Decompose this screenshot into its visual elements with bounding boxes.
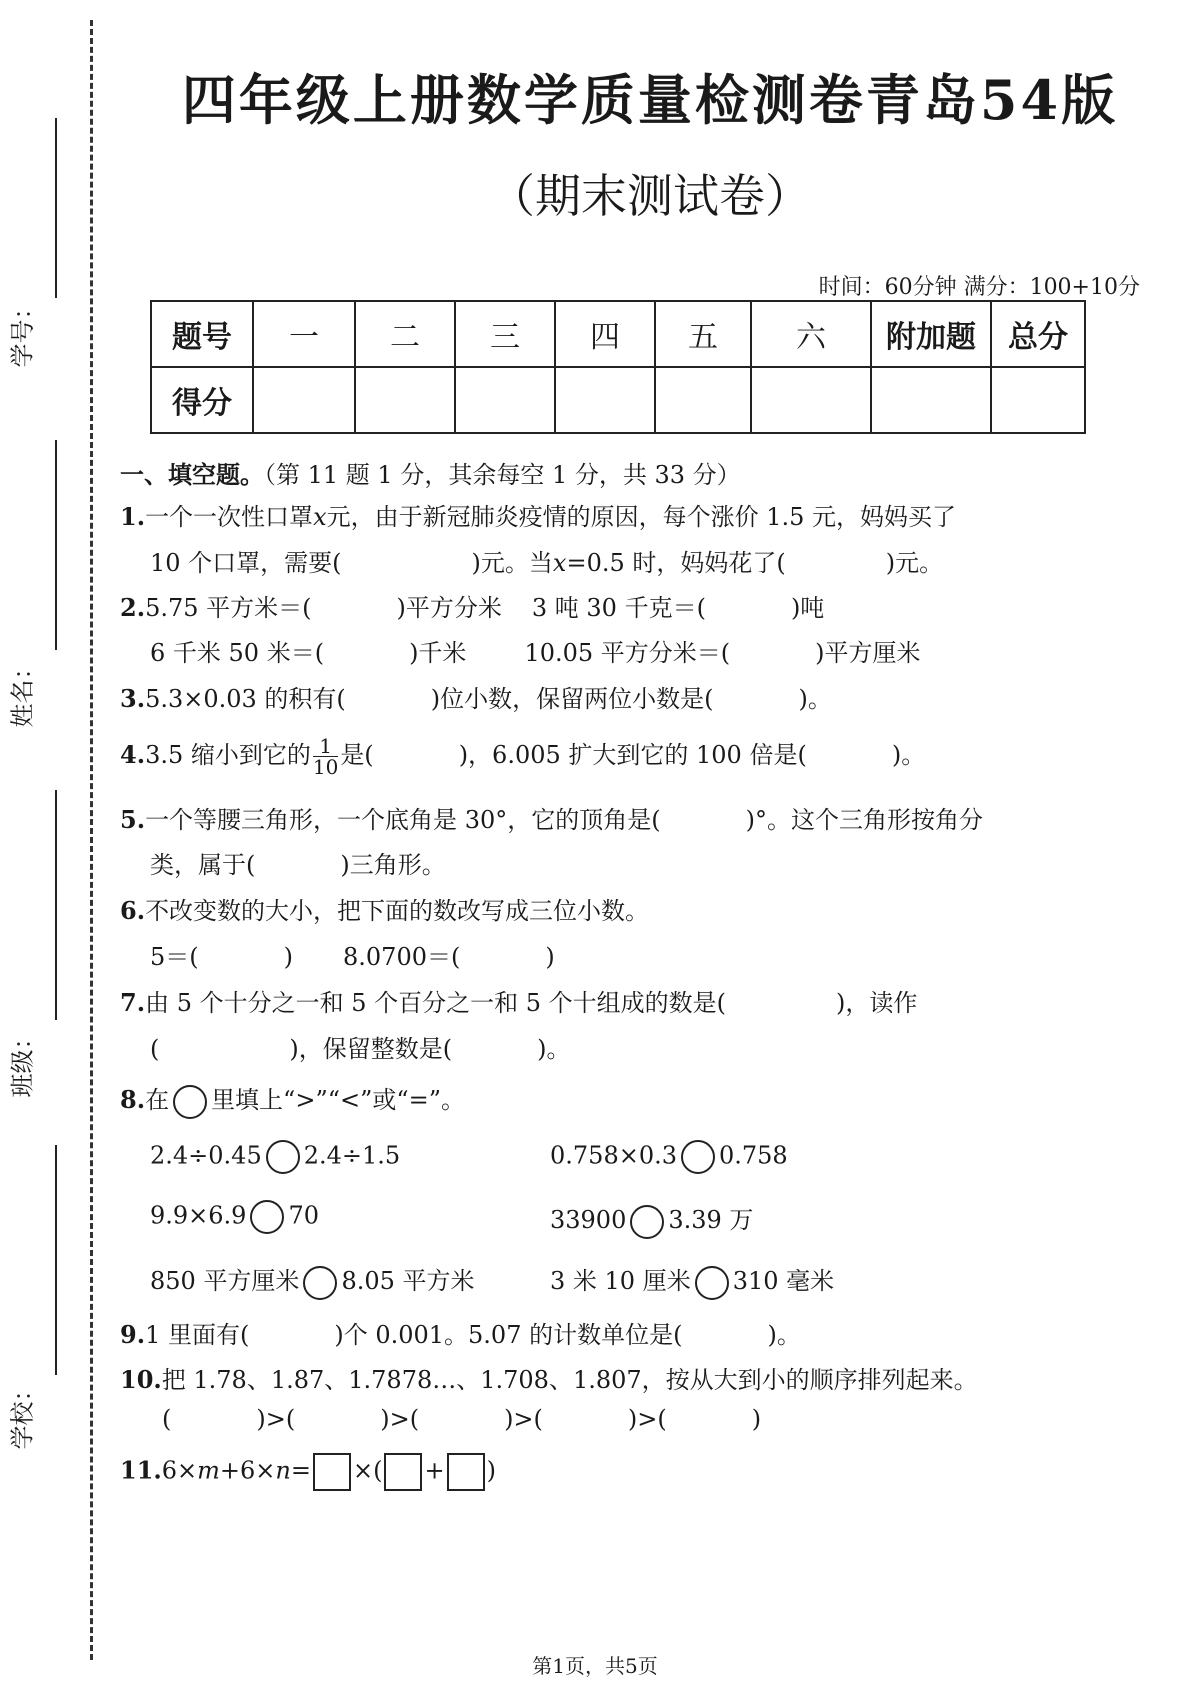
score-input-cell[interactable]: [751, 367, 871, 433]
score-header-cell: 五: [655, 301, 751, 367]
variable-n: n: [275, 1456, 291, 1485]
question-text: 类，属于(: [150, 851, 256, 879]
question-1-line-2: [150, 543, 943, 578]
question-text: )°。这个三角形按角分: [745, 806, 983, 834]
compare-circle-input[interactable]: [630, 1205, 664, 1239]
question-1-line-1: [120, 497, 956, 532]
answer-box[interactable]: [447, 1453, 485, 1491]
compare-right: 0.758: [718, 1141, 788, 1170]
question-9: [120, 1315, 801, 1350]
question-3: [120, 679, 832, 714]
compare-item: [550, 1140, 788, 1174]
question-text: 3 吨 30 千克＝(: [531, 594, 706, 622]
question-text: )，读作: [836, 989, 918, 1017]
compare-right: 310 毫米: [732, 1267, 835, 1295]
question-7-line-1: [120, 983, 917, 1018]
compare-circle-input[interactable]: [266, 1140, 300, 1174]
section-title: 一、填空题。: [120, 461, 264, 489]
compare-left: 850 平方厘米: [150, 1267, 300, 1295]
variable-x: x: [552, 549, 567, 577]
question-text: )千米: [409, 639, 467, 667]
question-text: 10.05 平方分米＝(: [524, 639, 731, 667]
question-text: )平方厘米: [815, 639, 921, 667]
answer-box[interactable]: [313, 1453, 351, 1491]
question-text: )平方分米: [396, 594, 502, 622]
compare-right: 3.39 万: [668, 1206, 754, 1234]
question-number: 6.: [120, 896, 146, 925]
exam-meta: 时间：60分钟 满分：100+10分: [818, 275, 1140, 300]
question-text: (: [150, 1035, 160, 1063]
fraction: [313, 736, 338, 777]
fraction-numerator: 1: [313, 736, 338, 757]
question-7-line-2: [150, 1029, 570, 1064]
question-text: 10 个口罩，需要(: [150, 549, 342, 577]
question-number: 1.: [120, 502, 146, 531]
question-text: ): [751, 1405, 762, 1433]
score-input-cell[interactable]: [555, 367, 655, 433]
compare-item: [550, 1261, 834, 1300]
question-number: 7.: [120, 988, 146, 1017]
question-text: )元。当: [471, 549, 553, 577]
question-text: )三角形。: [340, 851, 446, 879]
school-label: 学校：: [8, 1377, 37, 1450]
score-input-cell[interactable]: [455, 367, 555, 433]
question-text: 5.3×0.03 的积有(: [145, 685, 346, 713]
question-text: )>(: [380, 1405, 420, 1433]
score-header-cell: 二: [355, 301, 455, 367]
school-line: [55, 1145, 57, 1375]
question-text: 里填上“>”“<”或“=”。: [211, 1086, 466, 1114]
question-text: )。: [537, 1035, 571, 1063]
score-table-header-row: [151, 301, 1085, 367]
score-header-cell: 附加题: [871, 301, 991, 367]
page-footer: 第1页，共5页: [532, 1654, 658, 1678]
student-id-label: 学号：: [8, 295, 37, 368]
question-text: 在: [145, 1086, 170, 1114]
question-text: 一个等腰三角形，一个底角是 30°，它的顶角是(: [145, 806, 661, 834]
score-input-cell[interactable]: [655, 367, 751, 433]
compare-left: 0.758×0.3: [550, 1141, 677, 1170]
question-text: 不改变数的大小，把下面的数改写成三位小数。: [145, 897, 650, 925]
student-id-line: [55, 118, 57, 298]
compare-item: [550, 1200, 753, 1239]
question-text: 5.75 平方米＝(: [145, 594, 312, 622]
compare-right: 2.4÷1.5: [303, 1141, 401, 1170]
question-number: 9.: [120, 1320, 146, 1349]
fraction-denominator: 10: [312, 755, 339, 779]
score-input-cell[interactable]: [991, 367, 1085, 433]
binding-dashed-line: [90, 20, 93, 1660]
compare-circle-input[interactable]: [681, 1140, 715, 1174]
question-number: 5.: [120, 805, 146, 834]
question-text: )>(: [504, 1405, 543, 1433]
section-note: （第 11 题 1 分，其余每空 1 分，共 33 分）: [264, 461, 741, 489]
name-label: 姓名：: [8, 655, 37, 728]
question-number: 8.: [120, 1085, 146, 1114]
score-header-cell: 三: [455, 301, 555, 367]
compare-circle-input[interactable]: [695, 1266, 729, 1300]
question-text: =: [290, 1456, 311, 1485]
question-text: )位小数，保留两位小数是(: [430, 685, 714, 713]
compare-left: 2.4÷0.45: [150, 1141, 262, 1170]
question-text: 一个一次性口罩: [145, 503, 314, 531]
question-text: )。: [891, 741, 926, 769]
compare-circle-input[interactable]: [250, 1200, 284, 1234]
score-table: [150, 300, 1086, 434]
score-table-score-row: [151, 367, 1085, 433]
question-text: 5＝(: [150, 943, 199, 971]
class-label: 班级：: [8, 1025, 37, 1098]
question-text: 6 千米 50 米＝(: [150, 639, 325, 667]
question-10-line-2: [162, 1405, 761, 1433]
question-10-line-1: [120, 1360, 978, 1395]
question-text: )吨: [790, 594, 825, 622]
question-6-line-1: [120, 891, 649, 926]
question-number: 10.: [120, 1365, 162, 1394]
question-text: 8.0700＝(: [343, 943, 461, 971]
score-row-label: 得分: [151, 367, 253, 433]
question-number: 11.: [120, 1455, 162, 1485]
page-subtitle: （期末测试卷）: [489, 169, 811, 223]
class-line: [55, 790, 57, 1020]
question-number: 2.: [120, 593, 146, 622]
section-heading: [120, 455, 741, 490]
compare-left: 9.9×6.9: [150, 1201, 247, 1230]
question-text: )元。: [885, 549, 944, 577]
question-text: ×(: [353, 1456, 383, 1485]
question-text: 元，由于新冠肺炎疫情的原因，每个涨价 1.5 元，妈妈买了: [326, 503, 957, 531]
answer-box[interactable]: [384, 1453, 422, 1491]
score-header-cell: 四: [555, 301, 655, 367]
question-4: [120, 735, 925, 777]
question-5-line-1: [120, 800, 983, 835]
question-text: )，保留整数是(: [289, 1035, 453, 1063]
question-text: )。: [767, 1321, 801, 1349]
question-5-line-2: [150, 845, 446, 880]
question-text: 是(: [340, 741, 374, 769]
question-text: +: [424, 1456, 445, 1485]
question-text: ): [545, 943, 555, 971]
compare-right: 8.05 平方米: [341, 1267, 475, 1295]
score-input-cell[interactable]: [253, 367, 355, 433]
question-11: [120, 1453, 496, 1491]
variable-m: m: [197, 1456, 220, 1485]
score-header-cell: 一: [253, 301, 355, 367]
question-number: 3.: [120, 684, 146, 713]
compare-item: [150, 1140, 400, 1174]
score-header-cell: 题号: [151, 301, 253, 367]
compare-circle-icon: [173, 1085, 207, 1119]
question-text: 3.5 缩小到它的: [145, 741, 311, 769]
question-text: ): [283, 943, 294, 971]
question-text: (: [162, 1405, 172, 1433]
compare-circle-input[interactable]: [303, 1266, 337, 1300]
question-text: )，6.005 扩大到它的 100 倍是(: [458, 741, 807, 769]
question-6-line-2: [150, 937, 555, 972]
question-text: ): [486, 1456, 496, 1485]
score-input-cell[interactable]: [355, 367, 455, 433]
question-8-header: [120, 1080, 465, 1119]
question-text: 把 1.78、1.87、1.7878…、1.708、1.807，按从大到小的顺序排列起来。: [161, 1366, 978, 1394]
compare-left: 33900: [550, 1206, 627, 1234]
question-text: )个 0.001。5.07 的计数单位是(: [334, 1321, 683, 1349]
name-line: [55, 440, 57, 650]
compare-left: 3 米 10 厘米: [550, 1267, 691, 1295]
score-input-cell[interactable]: [871, 367, 991, 433]
question-text: 1 里面有(: [145, 1321, 250, 1349]
question-2-line-2: [150, 633, 921, 668]
question-text: )>(: [627, 1405, 667, 1433]
question-text: )。: [798, 685, 832, 713]
question-2-line-1: [120, 588, 824, 623]
question-text: )>(: [256, 1405, 296, 1433]
compare-item: [150, 1200, 319, 1234]
question-text: +6×: [219, 1456, 276, 1485]
score-header-cell: 六: [751, 301, 871, 367]
score-header-cell: 总分: [991, 301, 1085, 367]
compare-item: [150, 1261, 475, 1300]
variable-x: x: [313, 503, 327, 531]
question-text: 由 5 个十分之一和 5 个百分之一和 5 个十组成的数是(: [145, 989, 727, 1017]
compare-right: 70: [288, 1201, 319, 1230]
question-number: 4.: [120, 740, 146, 769]
question-text: 6×: [161, 1456, 198, 1485]
question-text: =0.5 时，妈妈花了(: [566, 549, 786, 577]
page-title: 四年级上册数学质量检测卷青岛54版: [181, 68, 1119, 132]
